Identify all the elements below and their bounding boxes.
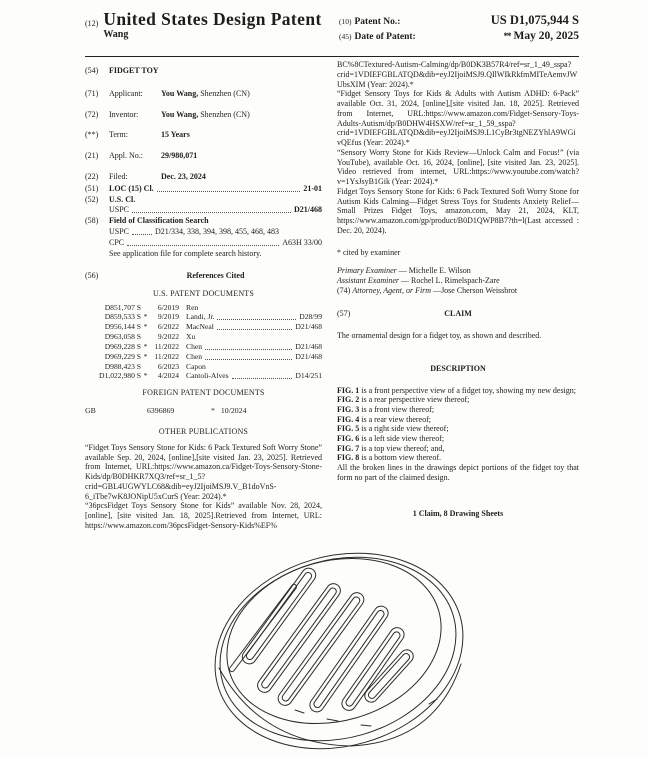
us-ref-row xyxy=(85,312,322,322)
us-ref-row xyxy=(85,362,322,371)
loc-class-row xyxy=(85,184,322,194)
cited-by-examiner-note: * cited by examiner xyxy=(337,247,401,257)
fig-description: FIG. 6 is a left side view thereof; xyxy=(337,434,445,444)
us-ref-row xyxy=(85,371,322,381)
ref-name: Ren xyxy=(186,303,199,313)
fig-description: FIG. 7 is a top view thereof; and, xyxy=(337,443,445,453)
search-uspc-label: USPC xyxy=(109,227,130,236)
invention-title-row xyxy=(85,66,322,76)
us-ref-row xyxy=(85,303,322,312)
search-uspc-row xyxy=(109,227,322,237)
loc-label: LOC (15) Cl. xyxy=(109,183,154,193)
date-code: (45) xyxy=(339,32,352,41)
us-cl-label: U.S. Cl. xyxy=(109,194,136,204)
ref-star: * xyxy=(143,370,148,380)
us-ref-row xyxy=(85,332,322,341)
ref-star: * xyxy=(143,322,148,332)
us-references-table xyxy=(85,303,322,381)
fig-description: FIG. 5 is a right side view thereof; xyxy=(337,424,449,434)
ref-no: D859,533 S xyxy=(104,312,141,322)
field-term: (**) xyxy=(85,130,99,140)
field-54: (54) xyxy=(85,66,99,75)
header-rule xyxy=(85,56,579,57)
dot-leader xyxy=(127,238,279,246)
applicant-value: You Wang, Shenzhen (CN) xyxy=(161,88,250,98)
filed-value: Dec. 23, 2024 xyxy=(161,171,206,181)
foreign-date: 10/2024 xyxy=(220,405,247,415)
ref-class: D28/99 xyxy=(299,312,322,322)
filed-row xyxy=(85,172,322,182)
foreign-star: * xyxy=(211,405,215,415)
patent-no-code: (10) xyxy=(339,17,352,26)
field-56: (56) xyxy=(85,270,99,280)
broken-lines-note: All the broken lines in the drawings depict portions of the fidget toy that form no part of the claimed design. xyxy=(337,463,579,482)
ref-date: 9/2022 xyxy=(157,332,179,342)
field-72: (72) xyxy=(85,109,99,119)
dot-leader xyxy=(217,322,293,330)
dot-leader xyxy=(232,371,293,379)
us-ref-row xyxy=(85,322,322,332)
appl-no-row xyxy=(85,151,322,161)
ref-name: Capon xyxy=(186,361,206,371)
ref-no: D969,228 S xyxy=(104,341,141,351)
other-publications-heading: OTHER PUBLICATIONS xyxy=(158,427,249,437)
ref-date: 6/2023 xyxy=(157,361,179,371)
patent-date-row xyxy=(339,30,579,42)
other-publications xyxy=(85,443,322,531)
ref-name: Landi, Jr. xyxy=(186,312,215,322)
ref-name: MacNeal xyxy=(186,322,214,332)
document-type-title: United States Design Patent xyxy=(103,9,322,29)
ref-star: * xyxy=(143,351,148,361)
ref-class: D21/468 xyxy=(295,351,322,361)
ref-name: Cantoli-Alves xyxy=(186,370,229,380)
search-cpc-label: CPC xyxy=(109,238,125,247)
examiner-block xyxy=(337,266,579,296)
field-search-row xyxy=(85,216,322,226)
inventor-value: You Wang, Shenzhen (CN) xyxy=(161,109,250,119)
loc-value: 21-01 xyxy=(303,183,322,193)
dot-leader xyxy=(132,227,152,235)
attorney-line: (74) Attorney, Agent, or Firm —Jose Cherson Weissbrot xyxy=(337,286,518,296)
ref-class: D21/468 xyxy=(295,322,322,332)
patent-number-row xyxy=(339,13,579,28)
publication-paragraph: Fidget Toys Sensory Stone for Kids: 6 Pack Textured Soft Worry Stone for Autism Kids Calming—Fidget Stress Toys for Students Anxiety Relief—Small Prizes Fidget Toys, amazon.com, May 21, 2024, KLT, https://www.amazon.com/gp/product/B0D1QWP8B7?th=l(Last accessed : Dec. 20, 2024). xyxy=(337,186,579,235)
search-uspc-value: D21/334, 338, 394, 398, 455, 468, 483 xyxy=(155,227,280,236)
right-column xyxy=(337,60,579,518)
term-value: 15 Years xyxy=(161,130,190,140)
dot-leader xyxy=(205,352,292,360)
uspc-row xyxy=(109,205,322,215)
field-52: (52) xyxy=(85,194,99,204)
ref-no: D988,423 S xyxy=(104,361,141,371)
us-cl-row xyxy=(85,195,322,205)
applicant-row xyxy=(85,89,322,99)
search-cpc-value: A63H 33/00 xyxy=(282,238,322,247)
ref-star xyxy=(141,303,150,312)
ref-class: D14/251 xyxy=(295,370,322,380)
field-57: (57) xyxy=(337,309,351,319)
claim-heading: CLAIM xyxy=(444,309,472,319)
references-cited-heading xyxy=(85,271,322,281)
figure-descriptions xyxy=(337,386,579,483)
ref-no: D851,707 S xyxy=(104,303,141,313)
publication-paragraph: BC%8CTextured-Autism-Calming/dp/B0DK3B57R4/ref=sr_1_49_sspa?crid=1VDIEFGBLATQD&dib=eyJ2IjoiMSJ9.QIlWIkRkfmMITeAemvJWUbsXIM (Year: 2024).* xyxy=(337,60,578,89)
invention-title: FIDGET TOY xyxy=(109,66,159,75)
ref-star: * xyxy=(143,312,148,322)
fig-description: FIG. 3 is a front view thereof; xyxy=(337,404,435,414)
field-search-label: Field of Classification Search xyxy=(109,216,209,226)
inventor-surname: Wang xyxy=(103,29,129,41)
search-note: See application file for complete search history. xyxy=(109,249,262,258)
publication-paragraph: “Fidget Sensory Toys for Kids & Adults with Autism ADHD: 6-Pack” available Oct. 31, 2024, [online],[site visited Jan. 18, 2025]. Retrieved from Internet, URL:https://www.amazon.com/Fidget-Sensory-Toys-Adults-Autism/dp/B0DHW4HSXW/ref=sr_1_59_sspa?crid=1VDIEFGBLATQD&dib=eyJ2IjoiMSJ9.L1CyBr3tgNEZYhlA9WGivQEfus (Year: 2024).* xyxy=(337,89,579,147)
inventor-label: Inventor: xyxy=(109,109,139,119)
patent-header xyxy=(85,10,579,44)
date-label: Date of Patent: xyxy=(354,32,416,42)
ref-date: 9/2019 xyxy=(157,312,179,322)
ref-date: 6/2019 xyxy=(157,303,179,313)
filed-label: Filed: xyxy=(109,171,128,181)
uspc-value: D21/468 xyxy=(294,205,322,215)
search-cpc-row xyxy=(109,238,322,248)
references-cited-title: References Cited xyxy=(186,270,245,280)
claims-sheets-note: 1 Claim, 8 Drawing Sheets xyxy=(412,508,504,518)
fig-description: FIG. 1 is a front perspective view of a fidget toy, showing my new design; xyxy=(337,385,576,395)
publication-paragraph: “Fidget Toys Sensory Stone for Kids: 6 Pack Textured Soft Worry Stone” available Sep. 20, 2024, [online],[site visited Jan. 23, 2025]. Retrieved from Internet, URL:https://www.amazon.ca/Fidget-Toys-Sensory-Stone-Kids/dp/B0DHKR7XQ3/ref=sr_1_5?crid=GBL4UGWYLC68&dib=eyJ2IjoiMSJ9.V_B1doVnS-6_iTbe7wK8JONipU5xCurS (Year: 2024).* xyxy=(85,442,322,501)
foreign-number: 6396869 xyxy=(147,405,175,415)
dot-leader xyxy=(132,205,291,213)
applicant-label: Applicant: xyxy=(109,88,143,98)
us-ref-row xyxy=(85,352,322,362)
field-51: (51) xyxy=(85,183,99,193)
fig-description: FIG. 2 is a rear perspective view thereof; xyxy=(337,395,470,405)
ref-date: 11/2022 xyxy=(154,341,179,351)
appl-no-value: 29/980,071 xyxy=(161,151,198,160)
description-heading: DESCRIPTION xyxy=(430,363,486,373)
ref-name: Chen xyxy=(186,341,203,351)
fidget-toy-figure xyxy=(203,546,475,754)
dot-leader xyxy=(205,342,292,350)
ref-no: D969,229 S xyxy=(104,351,141,361)
foreign-country: GB xyxy=(85,405,96,415)
appl-no-label: Appl. No.: xyxy=(109,151,143,160)
kind-code: (12) xyxy=(85,19,99,28)
publication-paragraph: “36pcsFidget Toys Sensory Stone for Kids” available Nov. 28, 2024, [online], [site visited Jan. 18, 2025].Retrieved from Internet, URL: https://www.amazon.com/36pcsFidget-Sensory-Kids%EF% xyxy=(85,501,322,530)
ref-date: 6/2022 xyxy=(157,322,179,332)
ref-no: D963,058 S xyxy=(104,332,141,342)
dot-leader xyxy=(157,184,301,192)
field-21: (21) xyxy=(85,151,99,160)
ref-name: Xu xyxy=(186,332,196,342)
patent-number: US D1,075,944 S xyxy=(490,13,579,27)
foreign-ref-row xyxy=(85,406,322,416)
ref-class: D21/468 xyxy=(295,341,322,351)
claim-text: The ornamental design for a fidget toy, as shown and described. xyxy=(337,331,542,340)
patent-no-label: Patent No.: xyxy=(354,17,401,27)
us-patent-documents-heading: U.S. PATENT DOCUMENTS xyxy=(152,288,255,298)
field-58: (58) xyxy=(85,216,99,226)
ref-date: 11/2022 xyxy=(154,351,179,361)
fig-description: FIG. 8 is a bottom view thereof. xyxy=(337,453,441,463)
ref-date: 4/2024 xyxy=(157,370,179,380)
assistant-examiner-line: Assistant Examiner — Rochel L. Rimelspach-Zare xyxy=(337,276,500,286)
ref-no: D956,144 S xyxy=(104,322,141,332)
claim-heading-row xyxy=(337,309,579,319)
primary-examiner-line: Primary Examiner — Michelle E. Wilson xyxy=(337,266,471,276)
term-row xyxy=(85,130,322,140)
double-asterisk: ** xyxy=(503,31,511,41)
ref-star: * xyxy=(143,341,148,351)
ref-name: Chen xyxy=(186,351,203,361)
field-22: (22) xyxy=(85,171,99,181)
fig-description: FIG. 4 is a rear view thereof; xyxy=(337,414,431,424)
inventor-row xyxy=(85,110,322,120)
ref-star xyxy=(141,332,150,341)
ref-star xyxy=(141,362,150,371)
patent-date: May 20, 2025 xyxy=(513,30,579,42)
left-column xyxy=(85,66,322,531)
us-ref-row xyxy=(85,342,322,352)
field-71: (71) xyxy=(85,88,99,98)
term-label: Term: xyxy=(109,130,128,140)
dot-leader xyxy=(217,312,296,320)
foreign-patent-documents-heading: FOREIGN PATENT DOCUMENTS xyxy=(142,387,265,397)
publication-paragraph: “Sensory Worry Stone for Kids Review—Unlock Calm and Focus!” (via YouTube), available Oct. 16, 2024, [online], [site visited Jan. 23, 2025]. Video retrieved from internet, URL:https://www.youtube.com/watch?v=1YsJsyB1Gik (Year: 2024).* xyxy=(337,147,579,186)
ref-no: D1,022,980 S xyxy=(99,370,141,380)
uspc-label: USPC xyxy=(109,205,130,215)
